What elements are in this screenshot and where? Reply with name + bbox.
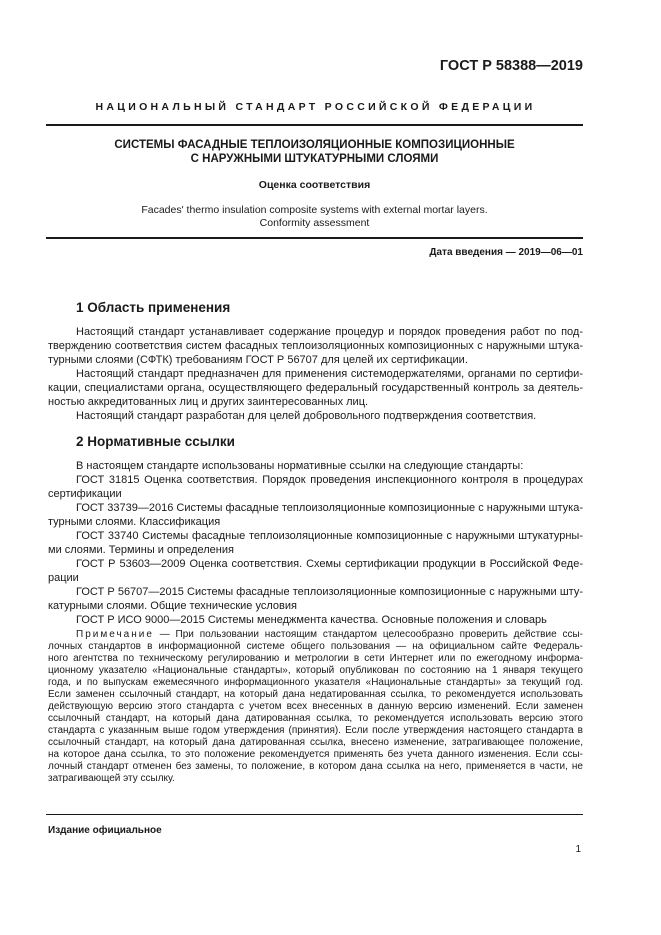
section-1-body <box>48 325 583 423</box>
page-number: 1 <box>575 844 581 855</box>
section-2-line: катурными слоями. Общие технические условия <box>48 600 297 612</box>
note-first-line <box>48 629 583 641</box>
title-line-2: С НАРУЖНЫМИ ШТУКАТУРНЫМИ СЛОЯМИ <box>190 153 439 165</box>
note-line: года, и по выпускам ежемесячного информационного указателя «Национальные стандарты» за текущий год. <box>48 677 583 688</box>
section-2-body <box>48 459 583 627</box>
note-line: ссылочный стандарт, на который дана датированная ссылка, внесено изменение, затрагивающее положение, <box>48 737 583 748</box>
note-line: ного агентства по техническому регулированию и метрологии в сети Интернет или по ежегодному информа- <box>48 653 583 664</box>
section-2-line: В настоящем стандарте использованы нормативные ссылки на следующие стандарты: <box>76 460 524 472</box>
note-line: Если заменен ссылочный стандарт, на который дана недатированная ссылка, то рекомендуется использовать <box>48 689 583 700</box>
section-2-line: ми слоями. Термины и определения <box>48 544 234 556</box>
title-line-1: СИСТЕМЫ ФАСАДНЫЕ ТЕПЛОИЗОЛЯЦИОННЫЕ КОМПОЗИЦИОННЫЕ <box>114 139 515 151</box>
english-title-line-1: Facades' thermo insulation composite systems with external mortar layers. <box>141 204 488 216</box>
introduction-date: Дата введения — 2019—06—01 <box>429 247 583 258</box>
english-title <box>46 204 583 230</box>
note-line: затрагивающей эту ссылку. <box>48 773 175 784</box>
note-block <box>48 629 583 785</box>
reference-gost-33739: ГОСТ 33739—2016 Системы фасадные теплоизоляционные композиционные с наружными штука- <box>76 502 583 514</box>
header-rule <box>46 124 583 126</box>
note-line: лочный стандарт отменен без замены, то положение, в котором дана ссылка на него, применяется в части, не <box>48 761 583 772</box>
note-label: Примечание <box>76 629 154 640</box>
section-1-line: тверждению соответствия систем фасадных теплоизоляционных композиционных с наружными штука- <box>48 340 583 352</box>
section-1-line: турными слоями (СФТК) требованиям ГОСТ Р 56707 для целей их сертификации. <box>48 354 468 366</box>
reference-gost-r-53603: ГОСТ Р 53603—2009 Оценка соответствия. Схемы сертификации продукции в Российской Феде- <box>76 558 583 570</box>
document-title <box>46 138 583 166</box>
official-edition-label: Издание официальное <box>48 825 162 836</box>
note-line: действующую версию этого стандарта с учетом всех внесенных в данную версию изменений. Если заменен <box>48 701 583 712</box>
section-1-heading: 1 Область применения <box>76 300 231 315</box>
standard-number: ГОСТ Р 58388—2019 <box>439 58 583 74</box>
reference-gost-r-56707: ГОСТ Р 56707—2015 Системы фасадные теплоизоляционные композиционные с наружными шту- <box>76 586 583 598</box>
note-line: ционному указателю «Национальные стандарты», который опубликован по состоянию на 1 января текущего <box>48 665 583 676</box>
note-first-line-text: — При пользовании настоящим стандартом целесообразно проверить действие ссы- <box>153 629 583 640</box>
note-line: стандарта с указанным выше годом утверждения (принятия). Если после утверждения настоящего стандарта в <box>48 725 583 736</box>
national-standard-banner: НАЦИОНАЛЬНЫЙ СТАНДАРТ РОССИЙСКОЙ ФЕДЕРАЦИИ <box>95 101 536 113</box>
section-1-line: Настоящий стандарт разработан для целей добровольного подтверждения соответствия. <box>76 410 537 422</box>
reference-gost-33740: ГОСТ 33740 Системы фасадные теплоизоляционные композиционные с наружными штукатурны- <box>76 530 583 542</box>
section-2-line: сертификации <box>48 488 122 500</box>
section-2-line: турными слоями. Классификация <box>48 516 221 528</box>
note-line: лочных стандартов в информационной системе общего пользования — на официальном сайте Федераль- <box>48 641 583 652</box>
note-line: на которое дана ссылка, то это положение рекомендуется применять без учета данного изменения. Если ссы- <box>48 749 583 760</box>
section-2-heading: 2 Нормативные ссылки <box>76 434 235 449</box>
section-1-line: кации, специалистами органа, осуществляющего федеральный государственный контроль за деятель- <box>48 382 583 394</box>
reference-gost-31815: ГОСТ 31815 Оценка соответствия. Порядок проведения инспекционного контроля в процедурах <box>76 474 583 486</box>
section-2-line: рации <box>48 572 79 584</box>
title-rule <box>46 237 583 239</box>
english-title-line-2: Conformity assessment <box>259 217 370 229</box>
document-subtitle: Оценка соответствия <box>258 179 371 191</box>
section-1-line: Настоящий стандарт устанавливает содержание процедур и порядок проведения работ по под- <box>76 326 583 338</box>
reference-gost-r-iso-9000: ГОСТ Р ИСО 9000—2015 Системы менеджмента качества. Основные положения и словарь <box>76 614 547 626</box>
footer-rule <box>46 814 583 815</box>
note-line: ссылочный стандарт, на который дана датированная ссылка, то рекомендуется использовать версию этого <box>48 713 583 724</box>
section-1-line: Настоящий стандарт предназначен для применения системодержателями, органами по сертифи- <box>76 368 583 380</box>
section-1-line: ностью аккредитованных лиц и других заинтересованных лиц. <box>48 396 369 408</box>
